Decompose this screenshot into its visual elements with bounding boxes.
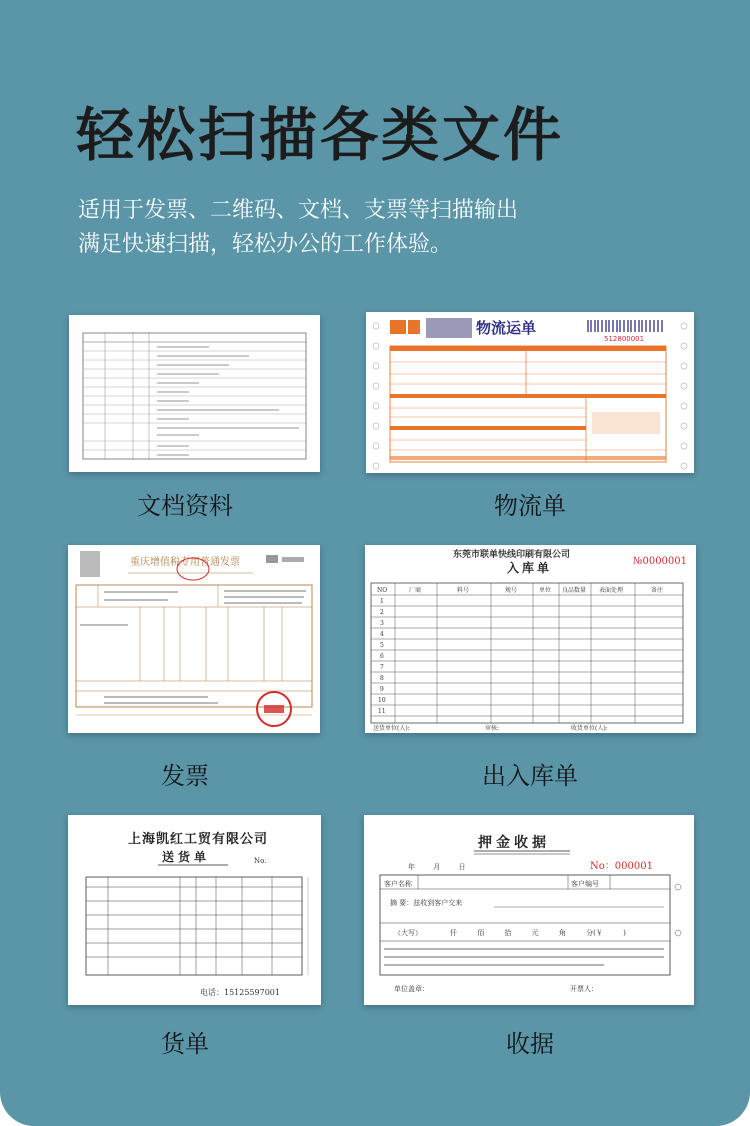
stock-number: №0000001 — [633, 556, 687, 567]
stock-row-no: 5 — [380, 642, 384, 649]
receipt-heading: 押金收据 — [478, 835, 550, 851]
stock-row-no: 11 — [378, 708, 386, 715]
stock-col-remark: 备注 — [651, 587, 664, 594]
stock-col-qty: 良品数量 — [562, 587, 587, 594]
stock-row-no: 8 — [380, 675, 384, 682]
logistics-sample-card — [366, 312, 694, 473]
stock-row-no: 9 — [380, 686, 384, 693]
logistics-heading: 物流运单 — [476, 319, 537, 337]
stock-col-unit: 单位 — [539, 587, 552, 594]
caption-receipt: 收据 — [506, 1030, 554, 1058]
stock-in-sample-card — [365, 545, 696, 733]
caption-stock-in: 出入库单 — [482, 762, 578, 790]
stock-footer-review: 审核: — [485, 725, 500, 732]
stock-row-no: 7 — [380, 664, 384, 671]
delivery-no-label: No. — [254, 857, 267, 865]
stock-col-partno: 料号 — [457, 587, 470, 594]
stock-row-no: 2 — [380, 609, 384, 616]
stock-heading: 入库单 — [507, 561, 553, 575]
receipt-number: No：000001 — [590, 861, 653, 872]
caption-document: 文档资料 — [137, 492, 233, 520]
receipt-client-name: 客户名称 — [384, 880, 412, 888]
invoice-form-image — [68, 545, 320, 733]
description — [78, 194, 638, 262]
delivery-sample-card — [68, 815, 321, 1005]
logistics-number: 512800001 — [604, 335, 645, 343]
stock-company: 东莞市联单快线印刷有限公司 — [453, 550, 571, 560]
receipt-issuer: 开票人： — [570, 985, 598, 993]
page-title: 轻松扫描各类文件 — [76, 101, 565, 169]
invoice-sample-card — [68, 545, 320, 733]
stock-row-no: 4 — [380, 631, 384, 638]
description-line-1: 适用于发票、二维码、文档、支票等扫描输出 — [78, 198, 519, 223]
caption-delivery: 货单 — [161, 1030, 209, 1058]
delivery-company: 上海凯红工贸有限公司 — [128, 832, 269, 847]
stock-row-no: 6 — [380, 653, 384, 660]
stock-footer-sender: 送货单位(人): — [373, 725, 410, 732]
document-sample-card — [69, 315, 320, 472]
receipt-seal: 单位盖章： — [394, 985, 429, 993]
delivery-phone: 电话：15125597001 — [200, 988, 280, 997]
stock-col-vendor: 厂商 — [409, 587, 422, 594]
receipt-client-no: 客户编号 — [571, 880, 599, 888]
stock-row-no: 10 — [378, 697, 386, 704]
document-table-image — [69, 315, 320, 472]
logistics-form-image — [366, 312, 694, 473]
stock-col-no: NO — [377, 587, 388, 594]
caption-logistics: 物流单 — [494, 492, 566, 520]
receipt-form-image — [364, 815, 694, 1005]
stock-col-spec: 规号 — [505, 587, 518, 594]
stock-row-no: 1 — [380, 598, 384, 605]
stock-row-no: 3 — [380, 620, 384, 627]
delivery-heading: 送货单 — [162, 850, 211, 864]
receipt-sample-card — [364, 815, 694, 1005]
receipt-capital: （大写） — [394, 929, 422, 937]
delivery-form-image — [68, 815, 321, 1005]
stock-footer-receiver: 收货单位(人): — [571, 725, 608, 732]
stock-in-form-image — [365, 545, 696, 733]
caption-invoice: 发票 — [161, 762, 209, 790]
receipt-units: 仟 佰 拾 元 角 分(￥ ) — [450, 929, 626, 937]
invoice-heading: 重庆增值税专用普通发票 — [130, 557, 240, 568]
stock-col-finish: 表面处理 — [599, 587, 624, 594]
receipt-date: 年 月 日 — [408, 863, 466, 871]
description-line-2: 满足快速扫描，轻松办公的工作体验。 — [78, 232, 453, 257]
receipt-summary: 摘 要：兹收到客户交来 — [390, 899, 463, 907]
